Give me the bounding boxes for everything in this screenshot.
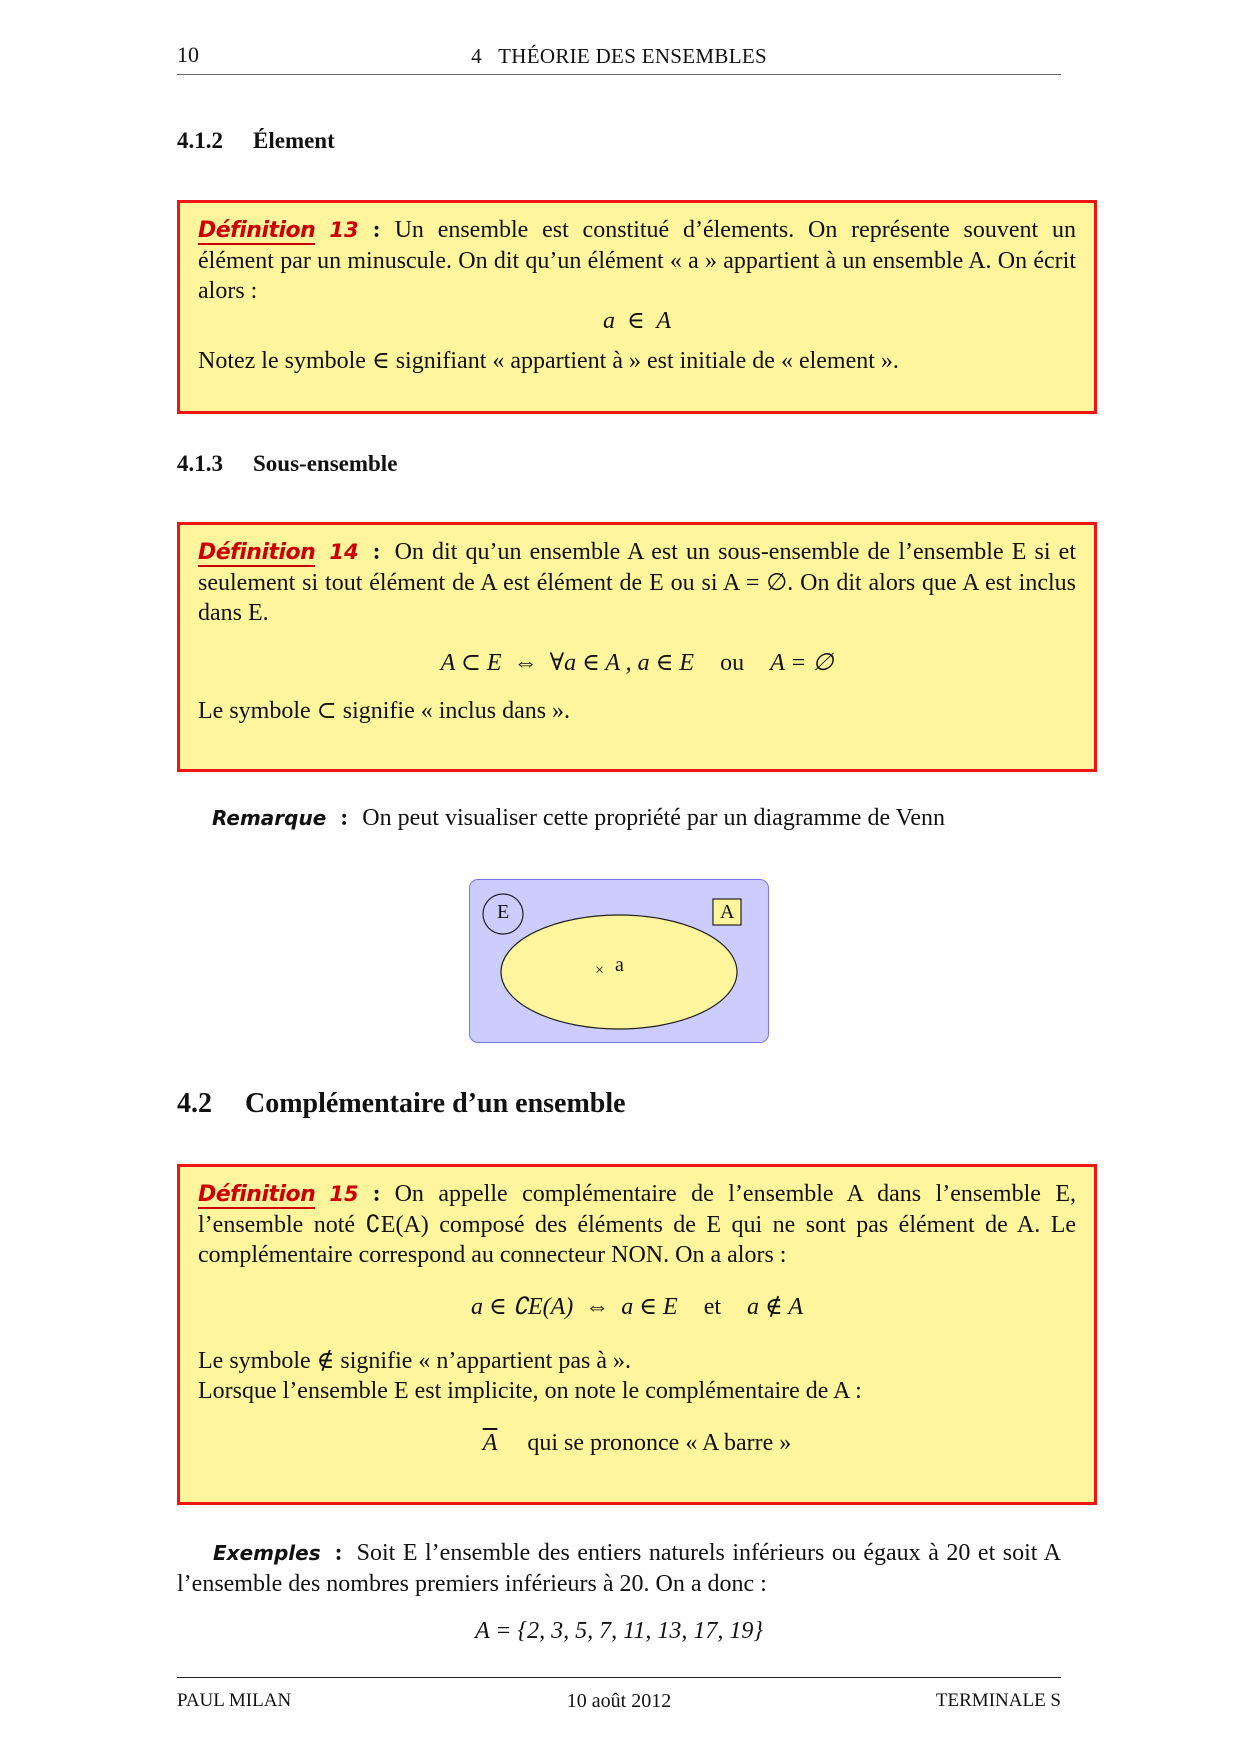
section-number: 4.1.3 [177, 451, 223, 476]
abar-text: qui se prononce « A barre » [527, 1430, 792, 1456]
section-title: Sous-ensemble [253, 451, 398, 476]
element-cross: × [595, 962, 605, 979]
chapter-title: 4 THÉORIE DES ENSEMBLES [471, 44, 767, 68]
remark-text: On peut visualiser cette propriété par un diagramme de Venn [362, 805, 945, 831]
footer-date: 10 août 2012 [566, 1690, 672, 1712]
remark-label: Remarque [212, 806, 327, 830]
remark [212, 805, 945, 832]
section-number: 4.1.2 [177, 128, 223, 153]
section-heading-42 [177, 1088, 626, 1120]
colon: : [372, 539, 381, 565]
formula-main: a ∈ ∁E(A) ⇔ a ∈ E [470, 1294, 678, 1320]
formula-et: et [703, 1294, 722, 1320]
definition-label: Définition [198, 218, 316, 243]
colon: : [340, 805, 349, 831]
definition-note: Notez le symbole ∈ signifiant « appartient à » est initiale de « element ». [198, 348, 899, 374]
definition-label: Définition [198, 540, 316, 565]
examples [177, 1538, 1061, 1600]
definition-text: On appelle complémentaire de l’ensemble A dans l’ensemble E, l’ensemble noté ∁E(A) composé des éléments de E qui ne sont pas élément de A. Le complémentaire correspond au connecteur NON. On a alors : [198, 1181, 1076, 1268]
definition-text: On dit qu’un ensemble A est un sous-ensemble de l’ensemble E si et seulement si tout élément de A est élément de E ou si A = ∅. On dit alors que A est inclus dans E. [198, 539, 1076, 626]
page-number: 10 [177, 42, 199, 67]
formula: a ∈ A [603, 308, 671, 334]
set-a-label: A [720, 901, 735, 923]
formula-end: A = ∅ [770, 650, 834, 676]
definition-note: Le symbole ⊂ signifie « inclus dans ». [198, 698, 571, 724]
set-e-label: E [497, 901, 510, 923]
definition-text: Un ensemble est constitué d’élements. On représente souvent un élément par un minuscule. On dit qu’un élément « a » appartient à un ensemble A. On écrit alors : [198, 217, 1076, 304]
definition-label: Définition [198, 1182, 316, 1207]
colon: : [372, 1181, 381, 1207]
definition-number: 15 [329, 1182, 359, 1206]
definition-note: Le symbole ∉ signifie « n’appartient pas à ». [198, 1348, 631, 1374]
formula [198, 1292, 1076, 1322]
examples-text: Soit E l’ensemble des entiers naturels inférieurs ou égaux à 20 et soit A l’ensemble des nombres premiers inférieurs à 20. On a donc : [177, 1540, 1061, 1597]
definition-13-box [177, 200, 1097, 414]
abar: $\overline{A}$ [482, 1430, 498, 1456]
examples-formula: A = {2, 3, 5, 7, 11, 13, 17, 19} [475, 1618, 763, 1644]
section-number: 4.2 [177, 1088, 212, 1119]
section-title: Élement [253, 128, 335, 153]
formula-end: a ∉ A [747, 1294, 804, 1320]
definition-14-box [177, 522, 1097, 772]
examples-label: Exemples [213, 1541, 321, 1565]
formula-or: ou [720, 650, 745, 676]
definition-number: 14 [329, 540, 359, 564]
colon: : [372, 217, 381, 243]
footer-class: TERMINALE S [935, 1690, 1061, 1711]
page-footer [177, 1677, 1061, 1712]
page-header [177, 42, 1061, 75]
element-label: a [615, 954, 624, 976]
definition-note: Lorsque l’ensemble E est implicite, on note le complémentaire de A : [198, 1378, 862, 1404]
formula [198, 648, 1076, 678]
section-title: Complémentaire d’un ensemble [245, 1088, 626, 1119]
abar-formula [198, 1428, 1076, 1458]
section-heading-412 [177, 128, 335, 154]
definition-15-box [177, 1164, 1097, 1505]
footer-author: PAUL MILAN [177, 1690, 292, 1711]
venn-diagram [469, 879, 769, 1043]
formula-main: A ⊂ E ⇔ ∀a ∈ A , a ∈ E [440, 650, 695, 676]
section-heading-413 [177, 451, 397, 477]
definition-number: 13 [329, 218, 359, 242]
colon: : [334, 1540, 343, 1566]
